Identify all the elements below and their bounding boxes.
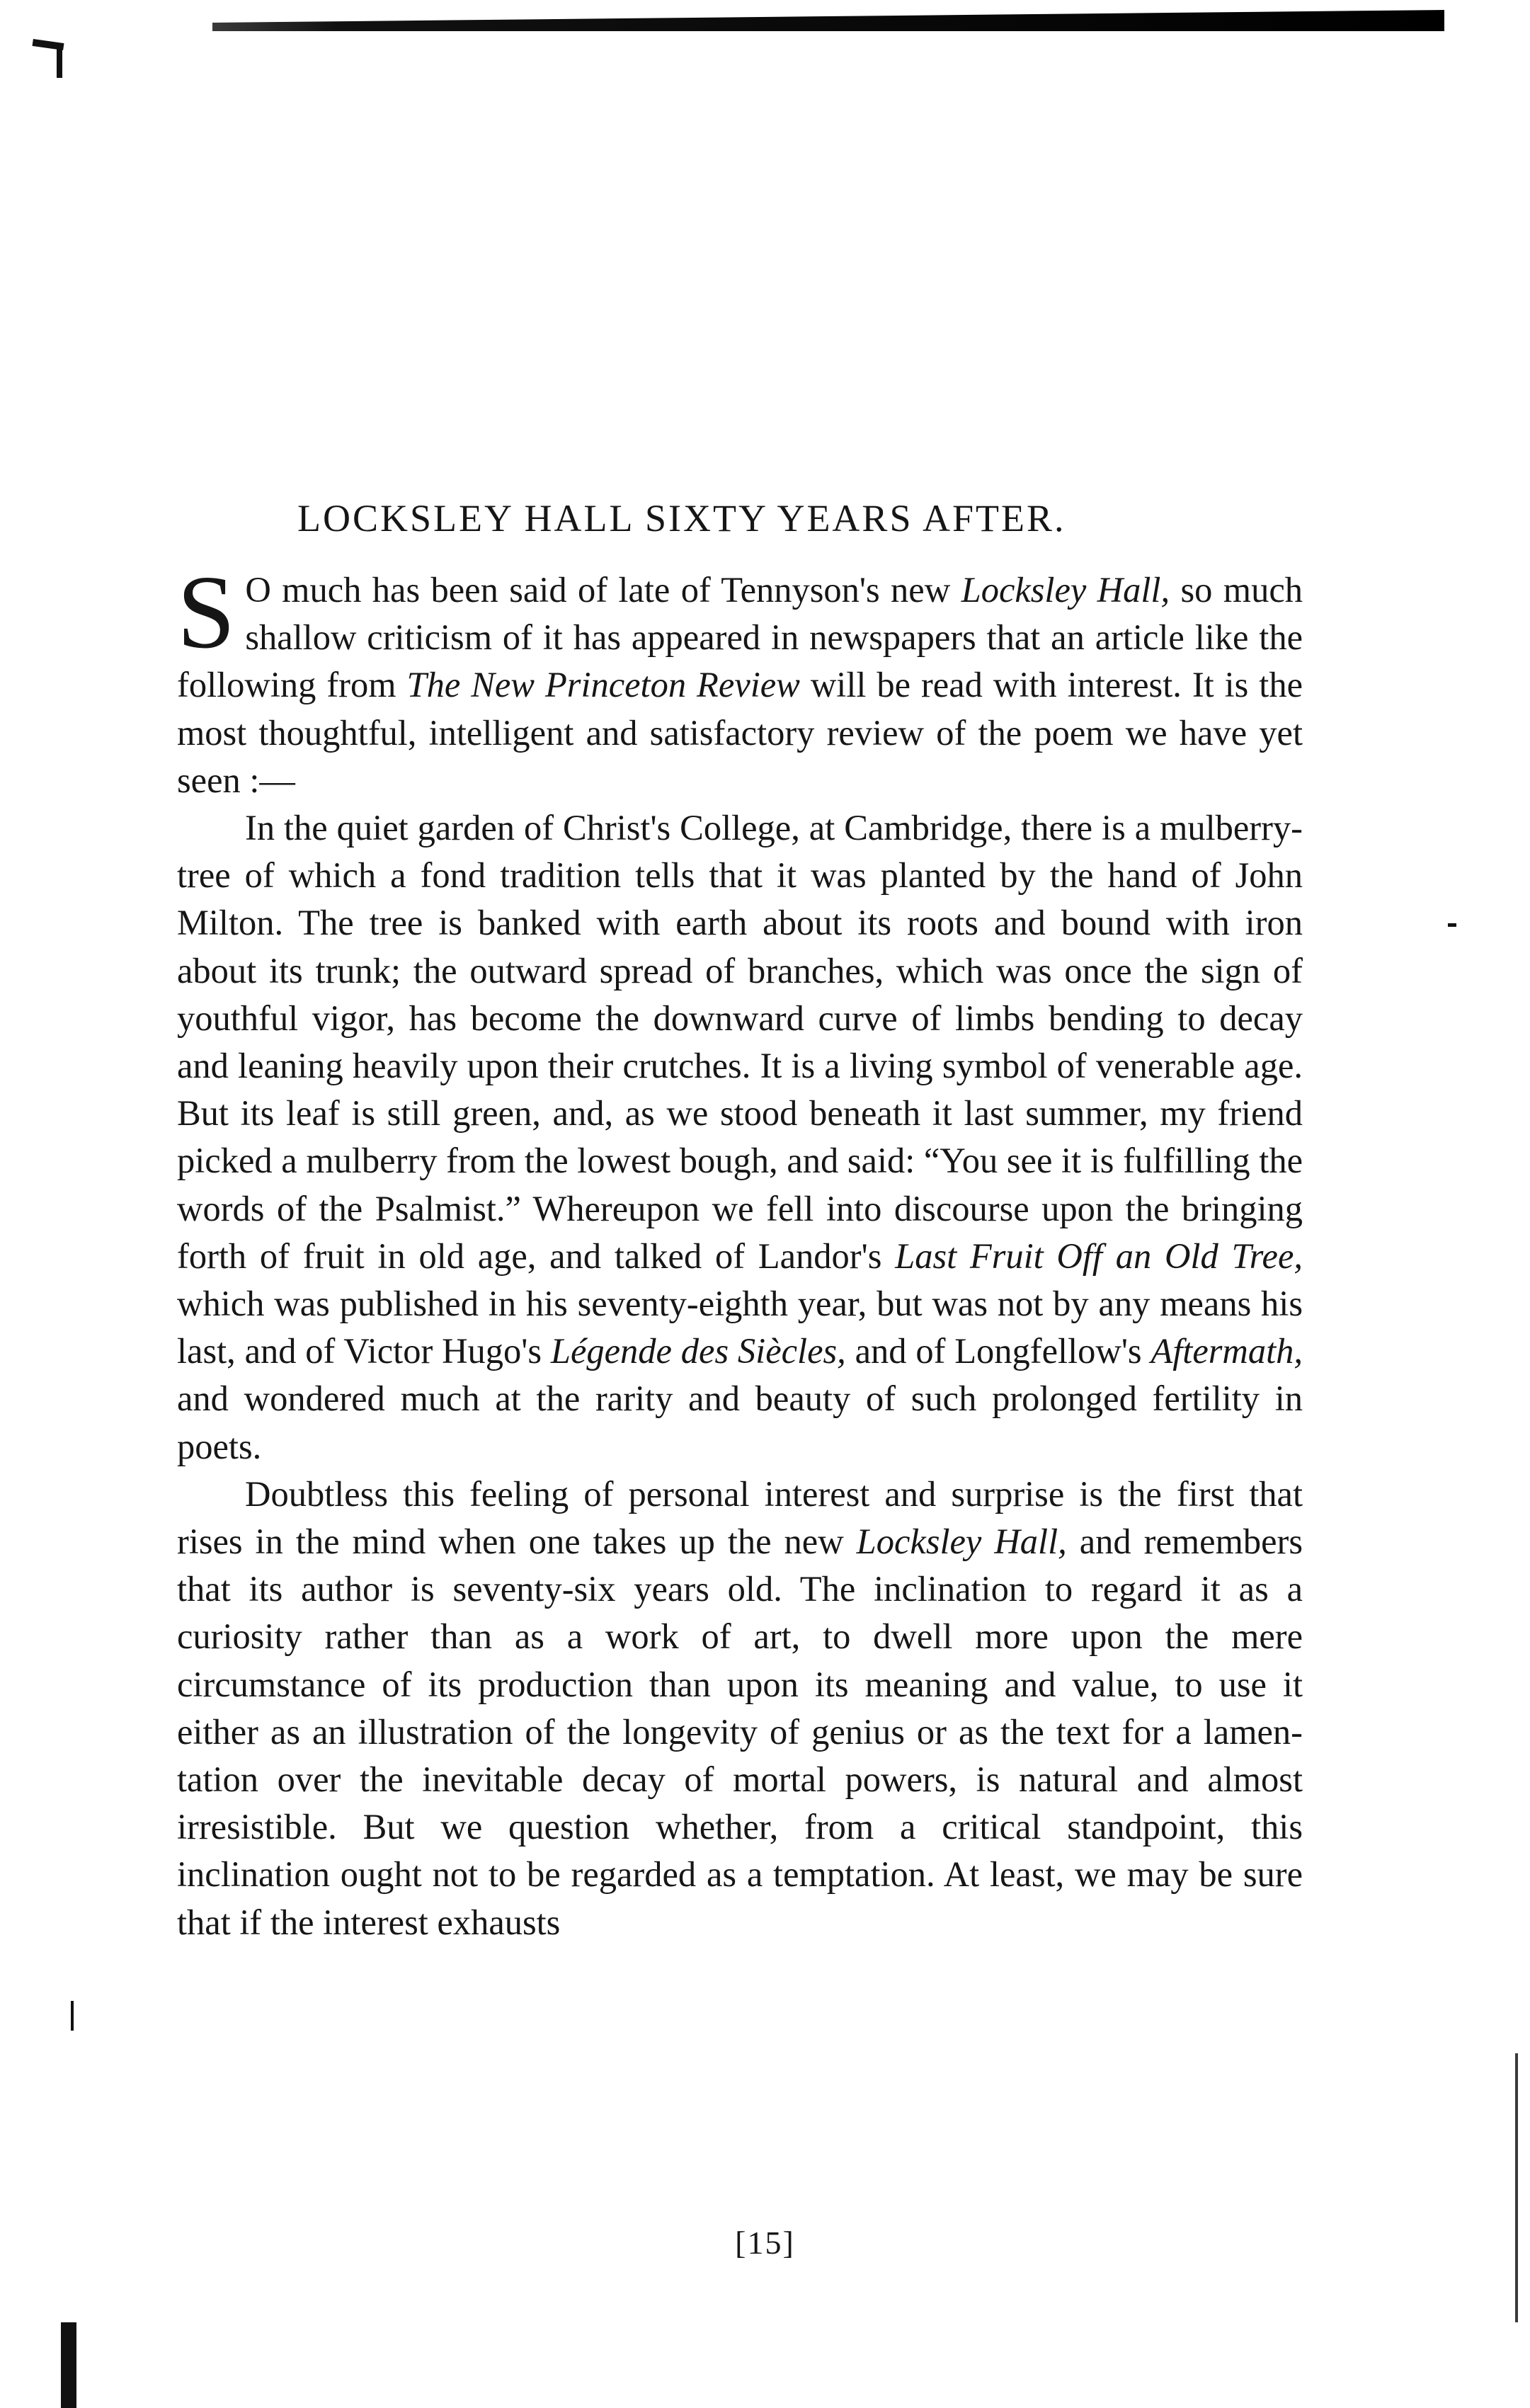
paragraph-2-text-4: and wondered much at the rarity and beauty of such prolonged fertility in poets. [177, 1379, 1303, 1466]
paragraph-2-text-3: and of Longfellow's [845, 1331, 1151, 1371]
paragraph-1-text-1: O much has been said of late of Tennyson's new [245, 570, 961, 610]
page-number: [15] [735, 2225, 795, 2261]
scan-mark-right-edge [1515, 2053, 1518, 2322]
paragraph-2-text-2: which was published in his seventy-eighth year, but was not by any means his last, and of Victor Hugo's [177, 1284, 1303, 1371]
scan-mark-left-middle [71, 2001, 74, 2031]
page-title: LOCKSLEY HALL SIXTY YEARS AFTER. [297, 497, 1066, 540]
title-legende-des-siecles: Légende des Siècles, [550, 1331, 846, 1371]
scan-mark-right-dash [1448, 923, 1456, 927]
title-aftermath: Aftermath, [1151, 1331, 1303, 1371]
paragraph-1 [177, 554, 1303, 804]
title-locksley-hall: Locksley Hall, [961, 570, 1170, 610]
title-locksley-hall-2: Locksley Hall, [856, 1522, 1067, 1562]
paragraph-3-text-1: Doubtless this feeling of personal interest and surprise is the first that rises in the mind when one takes up the new [177, 1473, 1303, 1562]
title-last-fruit: Last Fruit Off an Old Tree, [895, 1236, 1303, 1276]
title-new-princeton-review: The New Princeton Review [406, 665, 800, 705]
article-body [177, 554, 1303, 1946]
paragraph-3-text-2: and remembers that its author is seventy-six years old. The inclination to regard it as a curiosity rather than as a work of art, to dwell more upon the mere circumstance of its production than upon its meaning and value, to use it either as an illustration of the longevity of genius or as the text for a lamentation over the inevitable decay of mortal powers, is natural and almost irresistible. But we question whether, from a critical standpoint, this inclination ought not to be regarded as a temptation. At least, we may be sure that if the interest exhausts [177, 1522, 1303, 1942]
scan-mark-top-left-tail [57, 47, 62, 78]
paragraph-3 [177, 1471, 1303, 1946]
scan-mark-bottom-left [61, 2322, 76, 2408]
paragraph-2 [177, 804, 1303, 1471]
top-rule [212, 10, 1444, 31]
drop-cap: S [177, 554, 236, 671]
paragraph-1-text-3: will be read with interest. It is the most thoughtful, intelligent and satisfactory review of the poem we have yet seen :— [177, 665, 1303, 800]
paragraph-2-text-1: In the quiet garden of Christ's College, at Cambridge, there is a mulberry-tree of which a fond tradition tells that it was planted by the hand of John Milton. The tree is banked with earth about its roots and bound with iron about its trunk; the outward spread of branches, which was once the sign of youthful vigor, has become the downward curve of limbs bending to decay and leaning heavily upon their crutches. It is a living symbol of venerable age. But its leaf is still green, and, as we stood beneath it last summer, my friend picked a mulberry from the lowest bough, and said: “You see it is fulfilling the words of the Psalmist.” Whereupon we fell into discourse upon the bringing forth of fruit in old age, and talked of Landor's [177, 808, 1303, 1276]
paragraph-1-text-2: so much shallow criticism of it has appeared in newspapers that an article like the following from [177, 570, 1303, 705]
